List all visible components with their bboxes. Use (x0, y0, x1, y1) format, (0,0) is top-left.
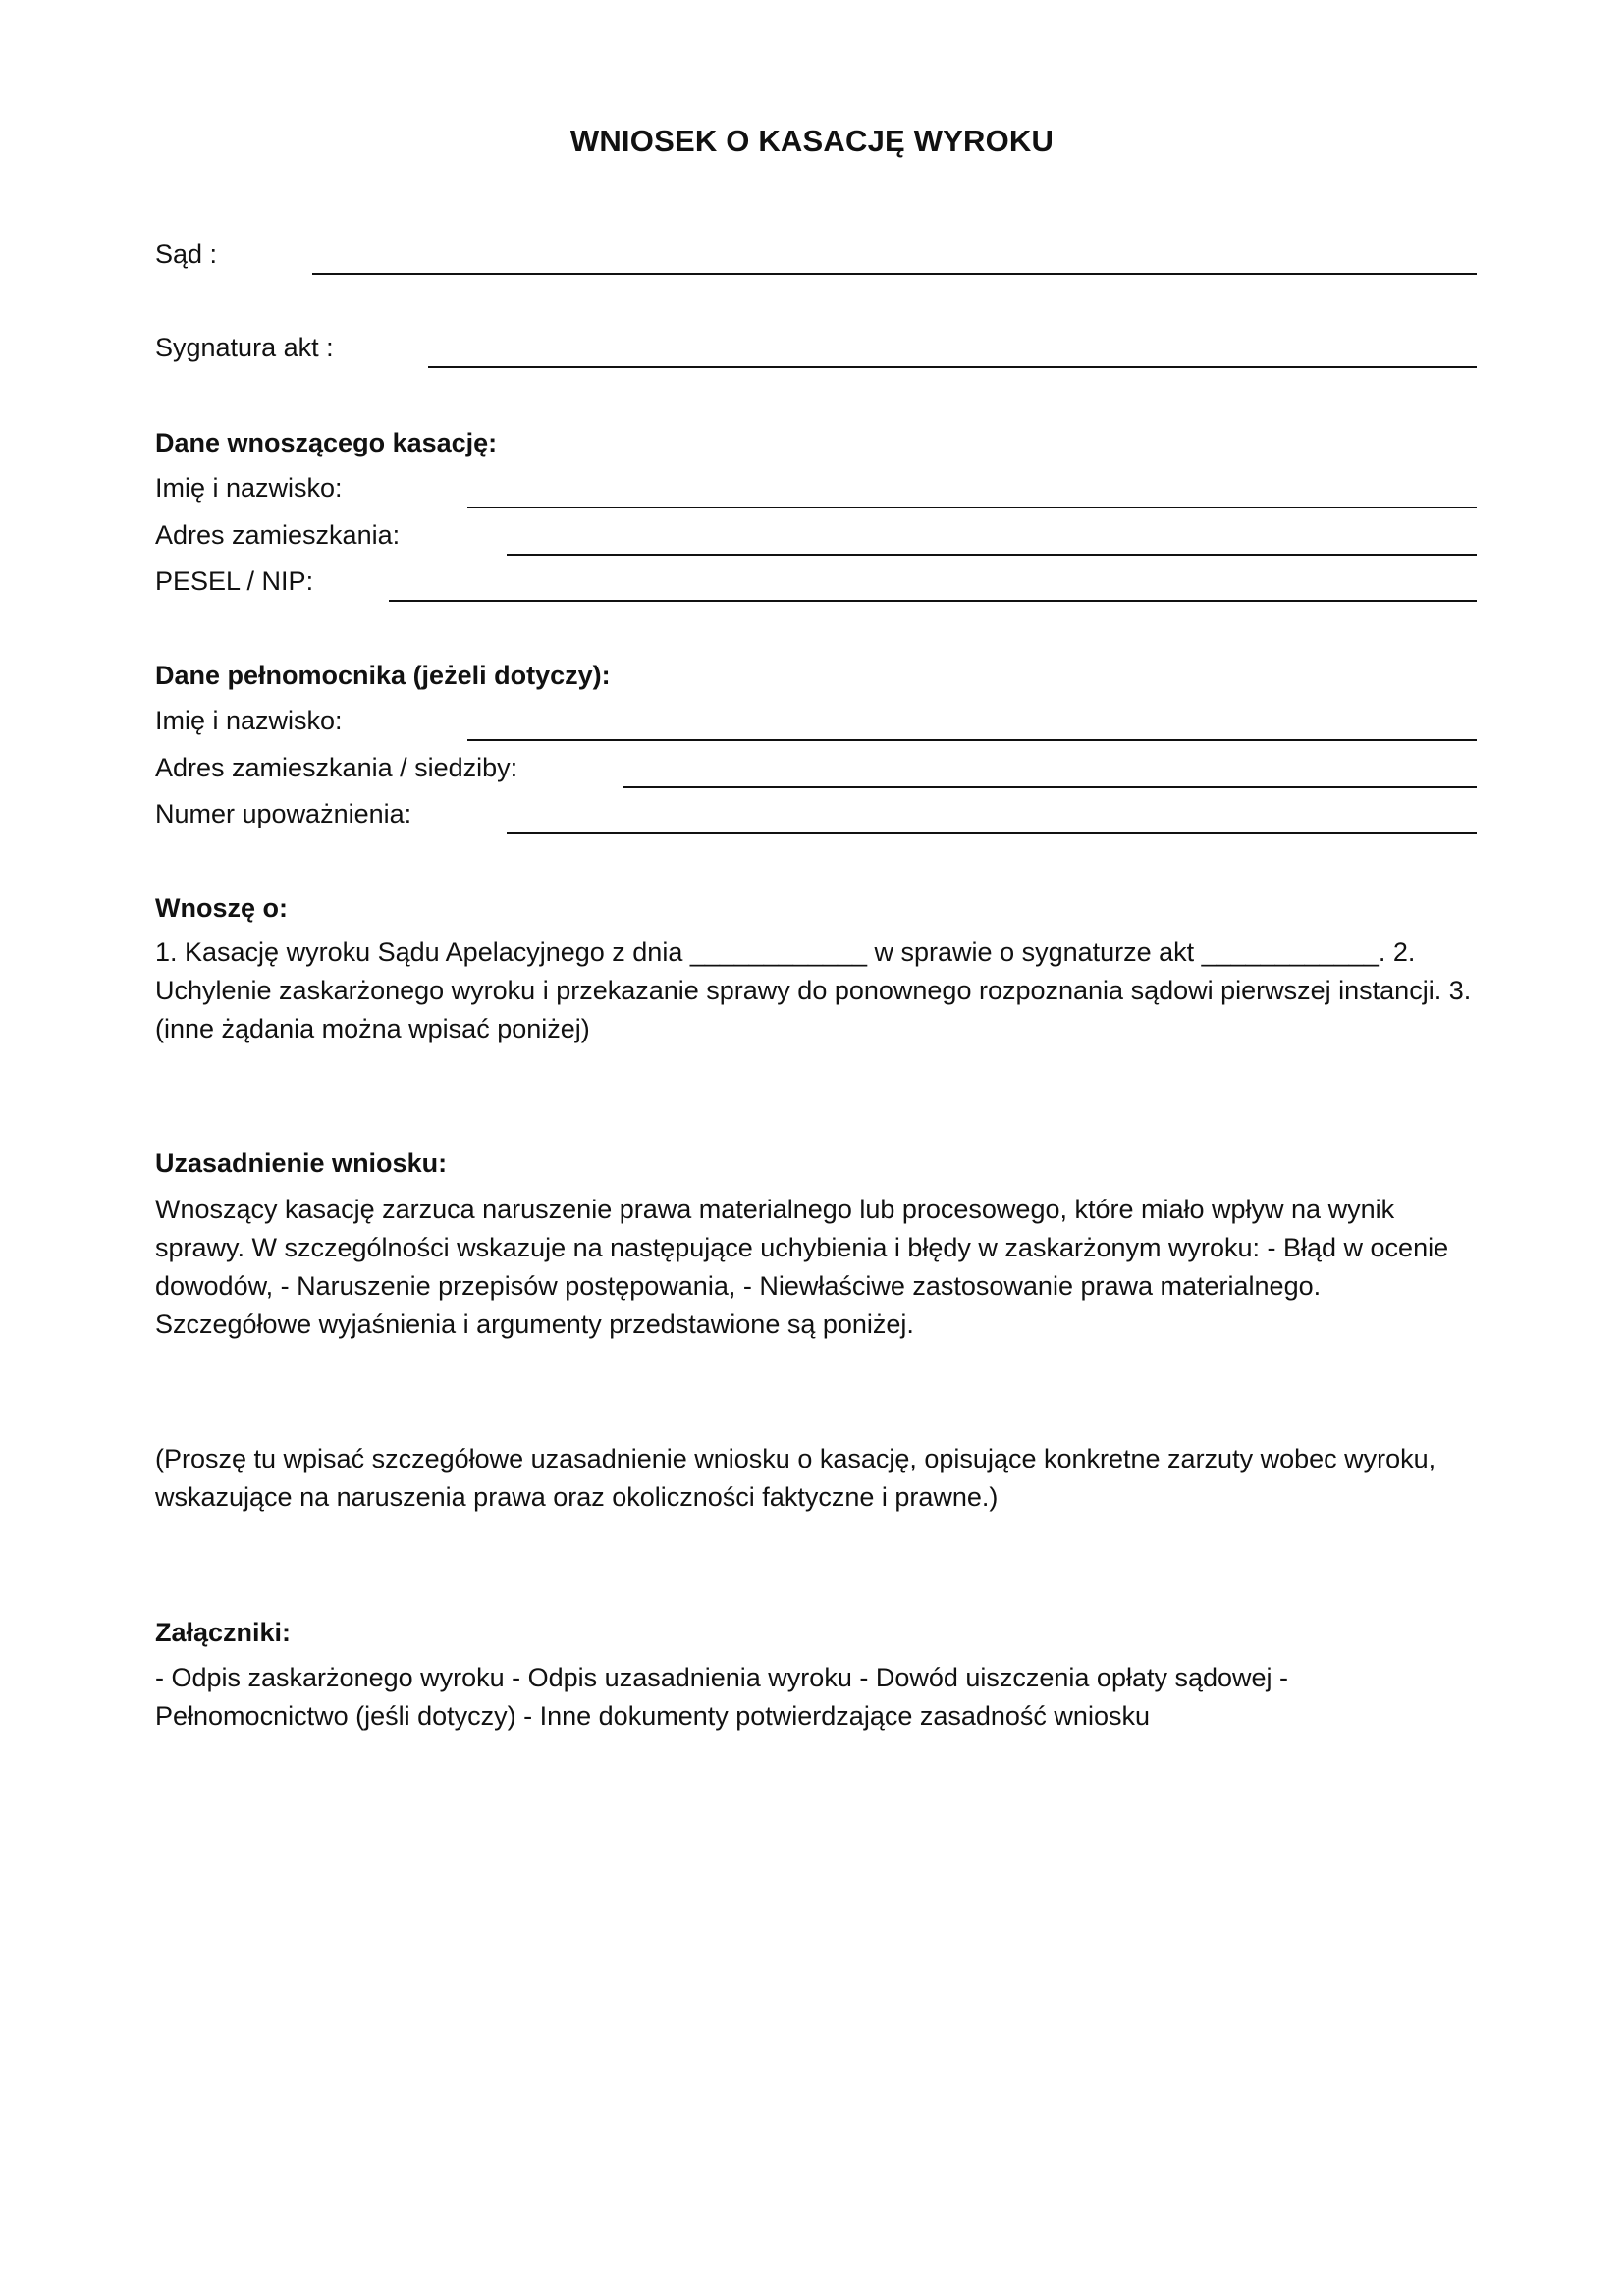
applicant-address-label: Adres zamieszkania: (155, 520, 401, 550)
court-row (155, 238, 1477, 279)
attachments-text: - Odpis zaskarżonego wyroku - Odpis uzasadnienia wyroku - Dowód uiszczenia opłaty sądowej - Pełnomocnictwo (jeśli dotyczy) - Inne dokumenty potwierdzające zasadność wniosku (155, 1663, 1289, 1731)
applicant-name-field[interactable] (467, 507, 1477, 508)
applicant-name-label: Imię i nazwisko: (155, 473, 343, 503)
attorney-authorization-label: Numer upoważnienia: (155, 799, 412, 828)
attachments-heading: Załączniki: (155, 1618, 292, 1647)
applicant-pesel-row (155, 564, 1477, 606)
attorney-authorization-field[interactable] (507, 832, 1477, 834)
attorney-name-field[interactable] (467, 739, 1477, 741)
applicant-heading: Dane wnoszącego kasację: (155, 428, 498, 457)
request-text: 1. Kasację wyroku Sądu Apelacyjnego z dnia ____________ w sprawie o sygnaturze akt ____________. 2. Uchylenie zaskarżonego wyroku i przekazanie sprawy do ponownego rozpoznania sądowi pierwszej instancji. 3. (inne żądania można wpisać poniżej) (155, 937, 1472, 1043)
attorney-name-row (155, 704, 1477, 745)
attorney-address-row (155, 751, 1477, 792)
document-title: WNIOSEK O KASACJĘ WYROKU (569, 124, 1055, 158)
case-number-field[interactable] (428, 366, 1477, 368)
request-heading: Wnoszę o: (155, 893, 288, 923)
justification-instruction: (Proszę tu wpisać szczegółowe uzasadnienie wniosku o kasację, opisujące konkretne zarzuty wobec wyroku, wskazujące na naruszenia prawa oraz okoliczności faktyczne i prawne.) (155, 1444, 1436, 1512)
attorney-name-label: Imię i nazwisko: (155, 706, 343, 735)
applicant-pesel-field[interactable] (389, 600, 1477, 602)
justification-text: Wnoszący kasację zarzuca naruszenie prawa materialnego lub procesowego, które miało wpływ na wynik sprawy. W szczególności wskazuje na następujące uchybienia i błędy w zaskarżonym wyroku: - Błąd w ocenie dowodów, - Naruszenie przepisów postępowania, - Niewłaściwe zastosowanie prawa materialnego. Szczegółowe wyjaśnienia i argumenty przedstawione są poniżej. (155, 1195, 1449, 1339)
applicant-pesel-label: PESEL / NIP: (155, 566, 314, 596)
attorney-authorization-row (155, 797, 1477, 838)
applicant-address-row (155, 518, 1477, 560)
applicant-address-field[interactable] (507, 554, 1477, 556)
case-number-row (155, 331, 1477, 372)
court-label: Sąd : (155, 240, 218, 269)
attorney-address-field[interactable] (623, 786, 1477, 788)
applicant-name-row (155, 471, 1477, 512)
attorney-heading: Dane pełnomocnika (jeżeli dotyczy): (155, 661, 611, 690)
case-number-label: Sygnatura akt : (155, 333, 334, 362)
attorney-address-label: Adres zamieszkania / siedziby: (155, 753, 518, 782)
court-field[interactable] (312, 273, 1477, 275)
justification-heading: Uzasadnienie wniosku: (155, 1148, 448, 1178)
